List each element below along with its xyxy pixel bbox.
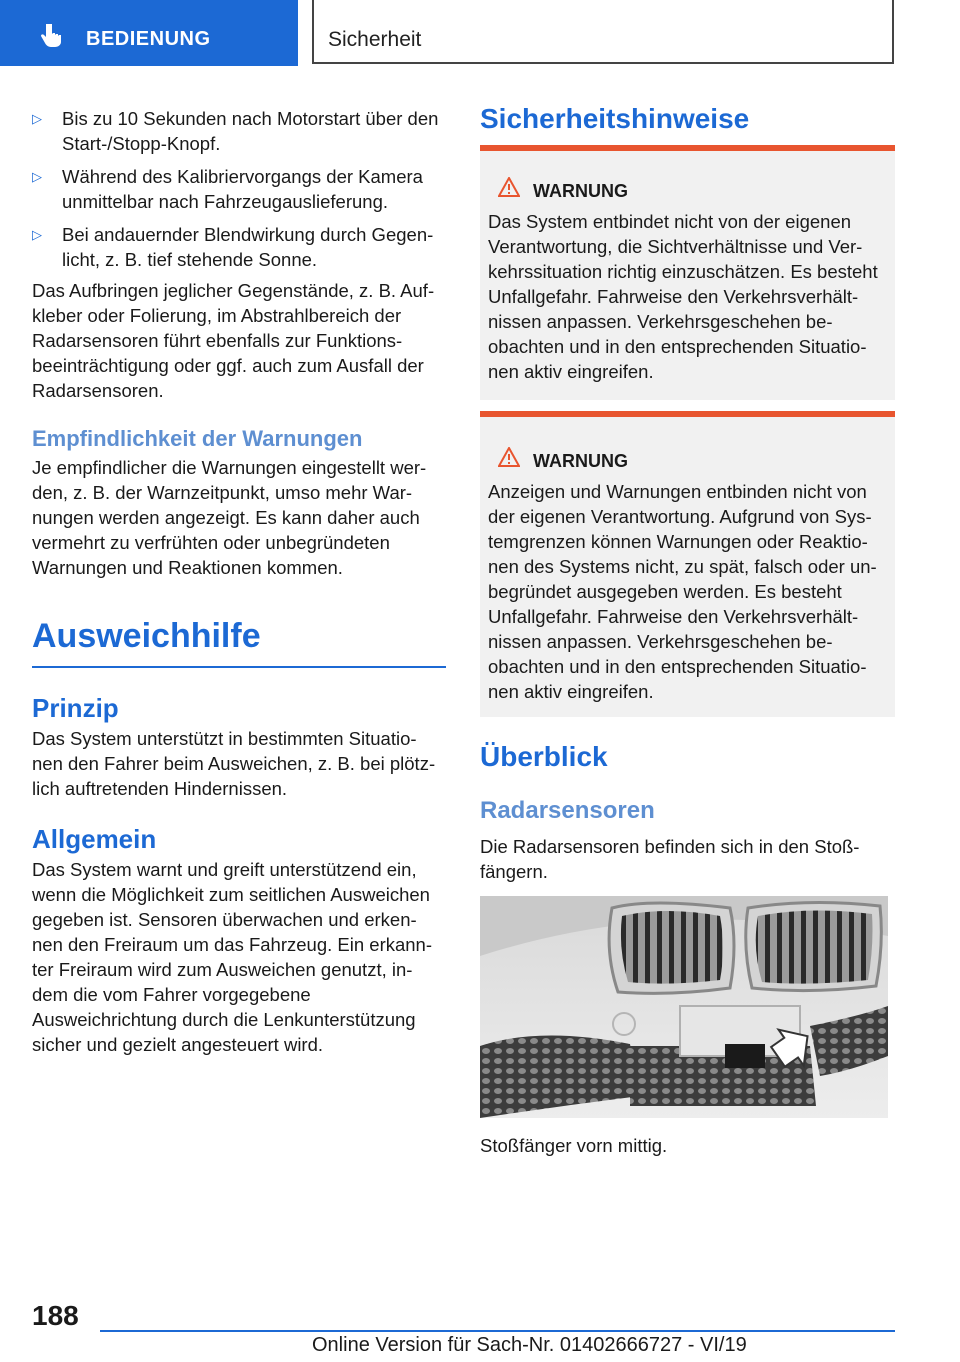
- heading-prinzip: Prinzip: [32, 693, 119, 723]
- footer-version-text: Online Version für Sach-Nr. 01402666727 - VI/19: [312, 1334, 747, 1356]
- subheading-radarsensoren: Radarsensoren: [480, 797, 655, 824]
- subheading-empfindlichkeit: Empfindlichkeit der Warnungen: [32, 426, 363, 451]
- section-header: [312, 0, 894, 64]
- warning-triangle-icon: [498, 177, 520, 197]
- footer-rule: [100, 1330, 895, 1332]
- list-item: [32, 222, 446, 272]
- warning-label: WARNUNG: [533, 181, 628, 201]
- warning-box: [480, 145, 895, 400]
- page-number: 188: [32, 1300, 79, 1331]
- left-column: [32, 106, 446, 1057]
- list-item: [32, 106, 446, 156]
- bullet-text: Bei andauernder Blendwirkung durch Gegen-licht, z. B. tief stehende Sonne.: [62, 224, 434, 270]
- paragraph: Das Aufbringen jeglicher Gegenstände, z. B. Auf-kleber oder Folierung, im Abstrahlbereich der Radarsensoren führt ebenfalls zur Funktions-beeinträchtigung oder ggf. auch zum Ausfall der Radarsensoren.: [32, 280, 435, 401]
- heading-allgemein: Allgemein: [32, 824, 157, 854]
- warning-label: WARNUNG: [533, 451, 628, 471]
- figure-caption: Stoßfänger vorn mittig.: [480, 1135, 668, 1156]
- bullet-triangle-icon: ▷: [32, 169, 42, 184]
- chapter-label: BEDIENUNG: [86, 28, 211, 50]
- section-label: Sicherheit: [328, 28, 422, 51]
- paragraph: Das System unterstützt in bestimmten Situatio-nen den Fahrer beim Ausweichen, z. B. bei plötz-lich auftretenden Hindernissen.: [32, 728, 436, 799]
- bullet-text: Bis zu 10 Sekunden nach Motorstart über den Start-/Stopp-Knopf.: [62, 108, 439, 154]
- car-front-image: [480, 896, 888, 1118]
- warning-title: [488, 177, 887, 201]
- hand-pointer-icon: [40, 22, 66, 48]
- list-item: [32, 164, 446, 214]
- bullet-triangle-icon: ▷: [32, 111, 42, 126]
- warning-text: Das System entbindet nicht von der eigenen Verantwortung, die Sichtverhältnisse und Ver-kehrssituation richtig einzuschätzen. Es besteht Unfallgefahr. Fahrweise den Verkehrsverhält-nissen anpassen. Verkehrsgeschehen be-obachten und in den entsprechenden Situatio-nen aktiv eingreifen.: [488, 211, 878, 382]
- heading-sicherheitshinweise: Sicherheitshinweise: [480, 103, 750, 134]
- warning-box: [480, 411, 895, 717]
- bullet-text: Während des Kalibriervorgangs der Kamera unmittelbar nach Fahrzeugauslieferung.: [62, 166, 423, 212]
- chapter-tab[interactable]: [0, 0, 298, 66]
- paragraph: Die Radarsensoren befinden sich in den Stoß-fängern.: [480, 836, 860, 882]
- bullet-triangle-icon: ▷: [32, 227, 42, 242]
- paragraph: Das System warnt und greift unterstützend ein, wenn die Möglichkeit zum seitlichen Ausweichen gegeben ist. Sensoren überwachen und erken-nen den Freiraum um das Fahrzeug. Ein erkann-ter Freiraum wird zum Ausweichen genutzt, in-dem die vom Fahrer vorgegebene Ausweichrichtung durch die Lenkunterstützung sicher und gezielt angesteuert wird.: [32, 859, 433, 1055]
- bumper-illustration: [480, 896, 888, 1118]
- heading-ueberblick: Überblick: [480, 741, 608, 772]
- warning-text: Anzeigen und Warnungen entbinden nicht von der eigenen Verantwortung. Aufgrund von Sys-temgrenzen können Warnungen oder Reaktio-nen des Systems nicht, zu spät, falsch oder un-begründet ausgegeben werden. Es besteht Unfallgefahr. Fahrweise den Verkehrsverhält-nissen anpassen. Verkehrsgeschehen be-obachten und in den entsprechenden Situatio-nen aktiv eingreifen.: [488, 481, 877, 702]
- paragraph: Je empfindlicher die Warnungen eingestellt wer-den, z. B. der Warnzeitpunkt, umso mehr War-nungen werden angezeigt. Es kann daher auch vermehrt zu verfrühten oder unbegründeten Warnungen und Reaktionen kommen.: [32, 457, 427, 578]
- heading-ausweichhilfe: Ausweichhilfe: [32, 617, 261, 655]
- heading-rule: [32, 666, 446, 668]
- warning-title: [488, 447, 887, 471]
- warning-triangle-icon: [498, 447, 520, 467]
